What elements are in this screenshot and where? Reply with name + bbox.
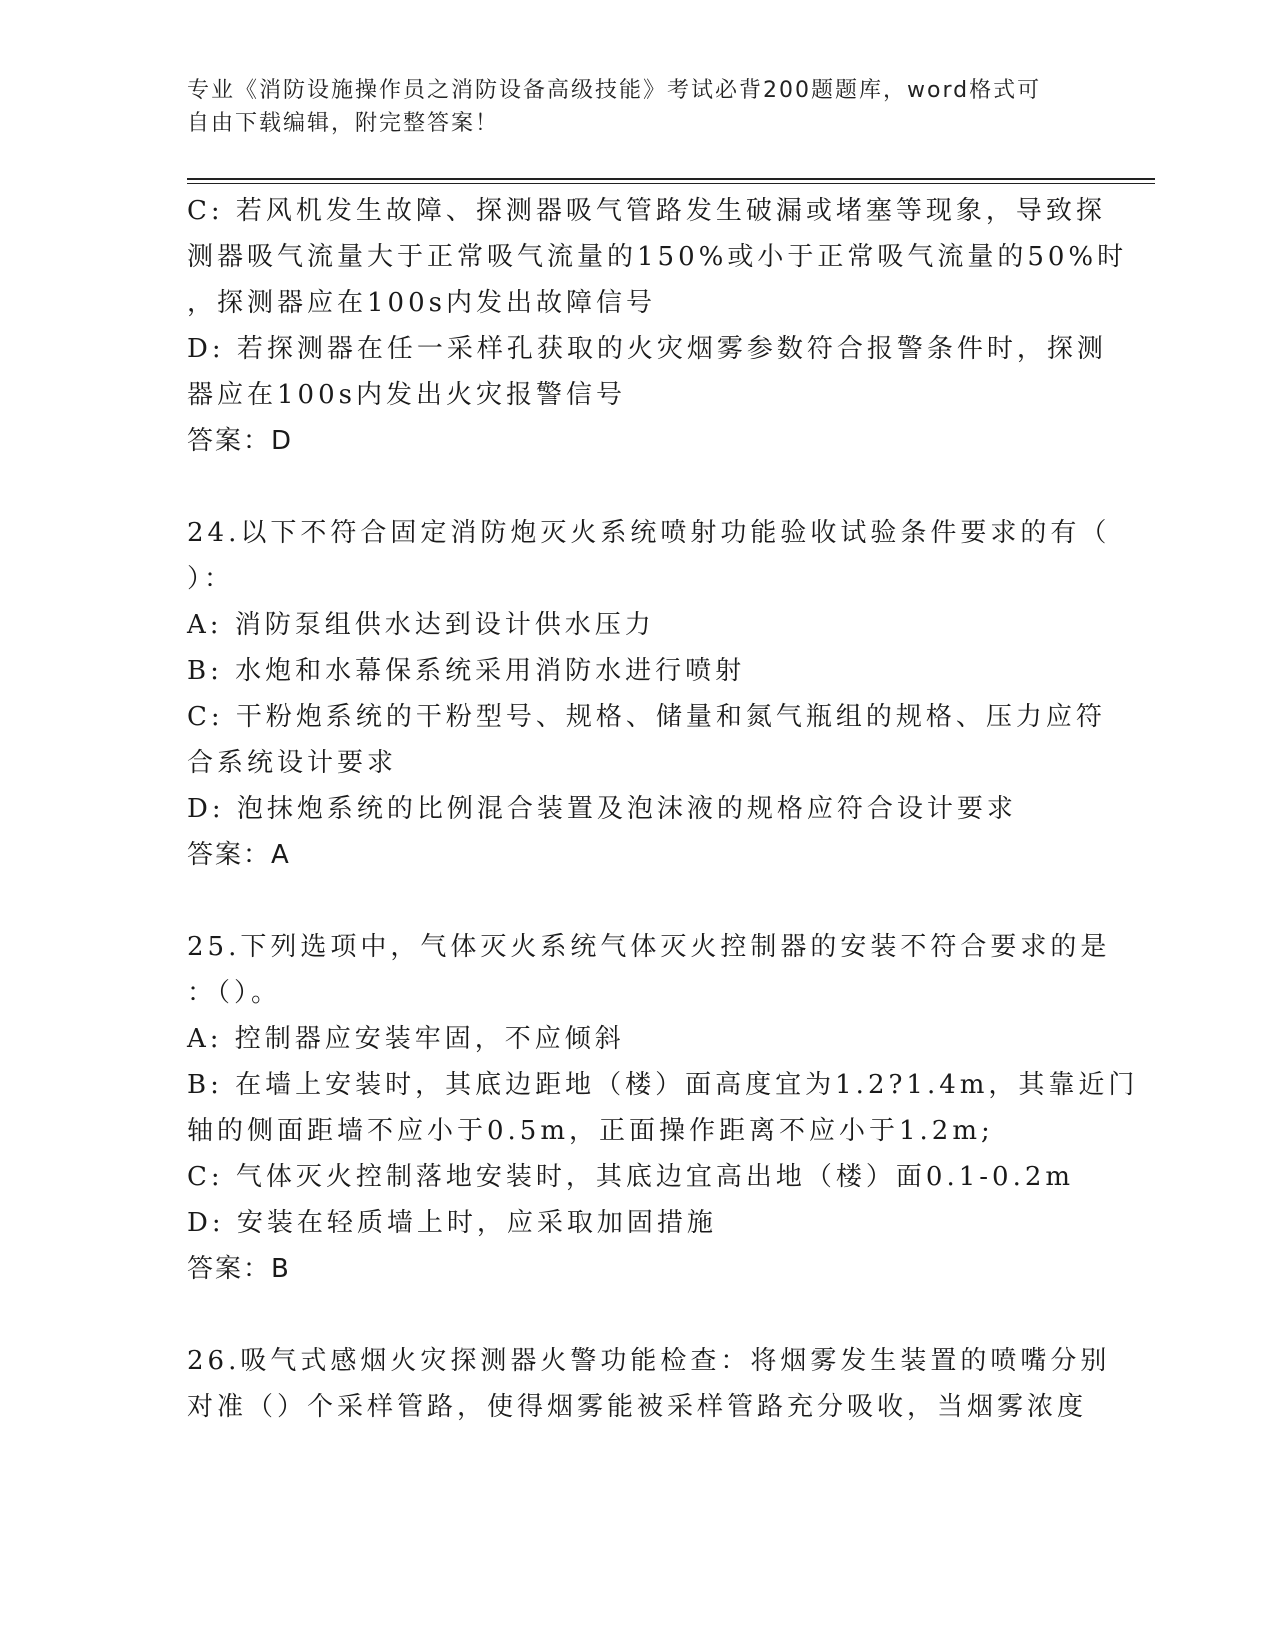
option-d: D: 安装在轻质墙上时，应采取加固措施: [187, 1208, 717, 1238]
answer: 答案：D: [187, 426, 294, 456]
option-b-line-1: B: 在墙上安装时，其底边距地（楼）面高度宜为1.2?1.4m，其靠近门: [187, 1070, 1139, 1100]
option-c-line-1: C: 若风机发生故障、探测器吸气管路发生破漏或堵塞等现象，导致探: [187, 196, 1106, 226]
document-header: [187, 74, 1077, 140]
option-c-line-1: C: 干粉炮系统的干粉型号、规格、储量和氮气瓶组的规格、压力应符: [187, 702, 1106, 732]
header-line-1: 专业《消防设施操作员之消防设备高级技能》考试必背200题题库，word格式可: [187, 78, 1042, 103]
question-stem-line-2: ）：: [187, 564, 235, 594]
option-d-line-1: D: 若探测器在任一采样孔获取的火灾烟雾参数符合报警条件时，探测: [187, 334, 1107, 364]
question-stem-line-2: ：（）。: [187, 978, 282, 1008]
header-divider-thick: [187, 178, 1155, 180]
question-stem-line-1: 26.吸气式感烟火灾探测器火警功能检查：将烟雾发生装置的喷嘴分别: [187, 1346, 1111, 1376]
header-line-2: 自由下载编辑，附完整答案！: [187, 111, 500, 136]
option-b-line-2: 轴的侧面距墙不应小于0.5m，正面操作距离不应小于1.2m;: [187, 1116, 994, 1146]
question-23-continued: [187, 188, 1128, 464]
answer: 答案：B: [187, 1254, 291, 1284]
spacer: [187, 1292, 1087, 1338]
option-b: B: 水炮和水幕保系统采用消防水进行喷射: [187, 656, 746, 686]
question-25: [187, 924, 1139, 1292]
option-d: D: 泡抹炮系统的比例混合装置及泡沫液的规格应符合设计要求: [187, 794, 1017, 824]
question-stem-line-1: 25.下列选项中，气体灭火系统气体灭火控制器的安装不符合要求的是: [187, 932, 1111, 962]
option-c-line-2: 测器吸气流量大于正常吸气流量的150%或小于正常吸气流量的50%时: [187, 242, 1128, 272]
question-24: [187, 510, 1111, 878]
option-a: A: 消防泵组供水达到设计供水压力: [187, 610, 655, 640]
header-divider-thin: [187, 183, 1155, 184]
spacer: [187, 878, 1087, 924]
option-c-line-3: ，探测器应在100s内发出故障信号: [187, 288, 656, 318]
spacer: [187, 464, 1087, 510]
question-stem-line-1: 24.以下不符合固定消防炮灭火系统喷射功能验收试验条件要求的有（: [187, 518, 1111, 548]
option-c: C: 气体灭火控制落地安装时，其底边宜高出地（楼）面0.1-0.2m: [187, 1162, 1075, 1192]
answer: 答案：A: [187, 840, 291, 870]
option-a: A: 控制器应安装牢固，不应倾斜: [187, 1024, 625, 1054]
question-stem-line-2: 对准（）个采样管路，使得烟雾能被采样管路充分吸收，当烟雾浓度: [187, 1392, 1088, 1422]
question-list: [187, 188, 1139, 1430]
option-d-line-2: 器应在100s内发出火灾报警信号: [187, 380, 626, 410]
option-c-line-2: 合系统设计要求: [187, 748, 398, 778]
question-26: [187, 1338, 1111, 1430]
